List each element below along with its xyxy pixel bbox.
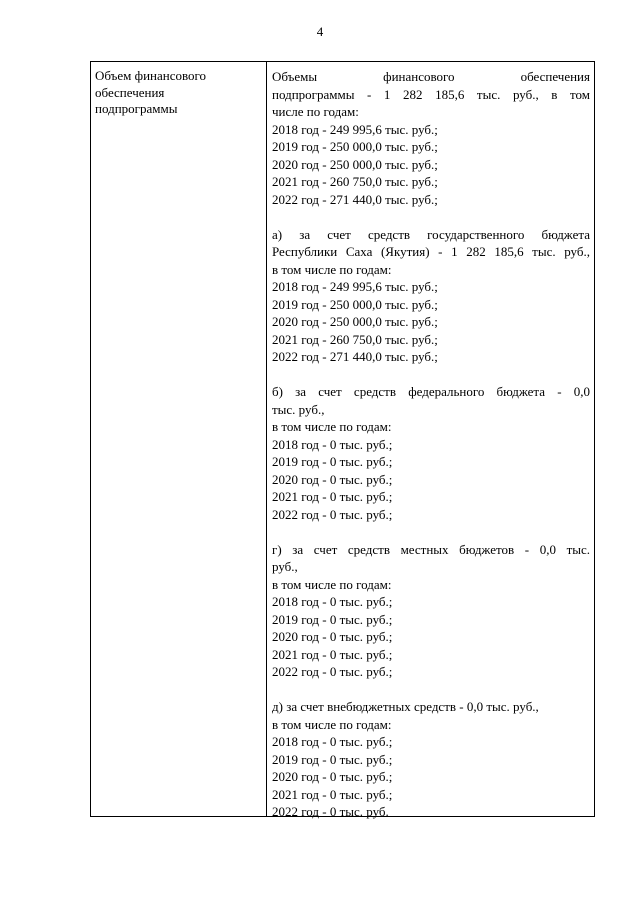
section-a-text-line: Республики Саха (Якутия) - 1 282 185,6 тыс. руб.,: [272, 244, 590, 259]
label-cell: [91, 62, 267, 816]
year-line: 2021 год - 0 тыс. руб.;: [272, 489, 393, 504]
page-number: 4: [316, 24, 324, 39]
year-line: 2021 год - 260 750,0 тыс. руб.;: [272, 331, 438, 347]
section-d-text-line: д) за счет внебюджетных средств - 0,0 тыс. руб.,: [272, 699, 539, 714]
year-line: 2022 год - 0 тыс. руб.;: [272, 506, 393, 522]
year-line: 2020 год - 250 000,0 тыс. руб.;: [272, 314, 438, 329]
year-line: 2018 год - 0 тыс. руб.;: [272, 594, 393, 609]
content-cell: [267, 62, 594, 819]
section-g-text-line: г) за счет средств местных бюджетов - 0,0 тыс.: [272, 541, 590, 557]
section-g-text-line: в том числе по годам:: [272, 576, 392, 592]
total-text-line: подпрограммы - 1 282 185,6 тыс. руб., в том: [272, 86, 590, 102]
total-text-line: Объемы финансового обеспечения: [272, 69, 590, 84]
spacer: [272, 523, 590, 541]
year-line: 2021 год - 0 тыс. руб.;: [272, 786, 393, 802]
section-d-block: [272, 698, 590, 821]
year-line: 2019 год - 250 000,0 тыс. руб.;: [272, 296, 438, 312]
year-line: 2022 год - 0 тыс. руб.;: [272, 664, 393, 679]
label-line: обеспечения: [95, 84, 165, 100]
section-b-text-line: в том числе по годам:: [272, 419, 392, 434]
year-line: 2020 год - 250 000,0 тыс. руб.;: [272, 156, 438, 172]
year-line: 2018 год - 0 тыс. руб.;: [272, 436, 393, 452]
spacer: [272, 366, 590, 384]
label-line: Объем финансового: [95, 68, 207, 83]
year-line: 2021 год - 260 750,0 тыс. руб.;: [272, 174, 438, 189]
year-line: 2022 год - 0 тыс. руб.: [272, 804, 389, 819]
year-line: 2018 год - 0 тыс. руб.;: [272, 734, 393, 749]
label-line: подпрограммы: [95, 101, 178, 116]
section-d-text-line: в том числе по годам:: [272, 716, 392, 732]
year-line: 2021 год - 0 тыс. руб.;: [272, 646, 393, 662]
year-line: 2018 год - 249 995,6 тыс. руб.;: [272, 121, 438, 137]
total-block: [272, 68, 590, 208]
total-text-line: числе по годам:: [272, 104, 359, 119]
spacer: [272, 681, 590, 699]
section-b-block: [272, 383, 590, 523]
year-line: 2019 год - 0 тыс. руб.;: [272, 454, 393, 469]
spacer: [272, 208, 590, 226]
year-line: 2020 год - 0 тыс. руб.;: [272, 471, 393, 487]
year-line: 2022 год - 271 440,0 тыс. руб.;: [272, 191, 438, 207]
year-line: 2022 год - 271 440,0 тыс. руб.;: [272, 349, 438, 364]
section-a-text-line: в том числе по годам:: [272, 261, 392, 277]
section-b-text-line: тыс. руб.,: [272, 401, 325, 417]
section-a-text-line: а) за счет средств государственного бюджета: [272, 226, 590, 242]
year-line: 2020 год - 0 тыс. руб.;: [272, 769, 393, 784]
year-line: 2019 год - 0 тыс. руб.;: [272, 751, 393, 767]
section-g-block: [272, 541, 590, 681]
financing-table: [90, 61, 595, 817]
year-line: 2018 год - 249 995,6 тыс. руб.;: [272, 279, 438, 294]
section-g-text-line: руб.,: [272, 559, 298, 574]
section-b-text-line: б) за счет средств федерального бюджета - 0,0: [272, 384, 590, 399]
section-a-block: [272, 226, 590, 366]
year-line: 2019 год - 250 000,0 тыс. руб.;: [272, 139, 438, 154]
year-line: 2019 год - 0 тыс. руб.;: [272, 611, 393, 627]
year-line: 2020 год - 0 тыс. руб.;: [272, 629, 393, 644]
